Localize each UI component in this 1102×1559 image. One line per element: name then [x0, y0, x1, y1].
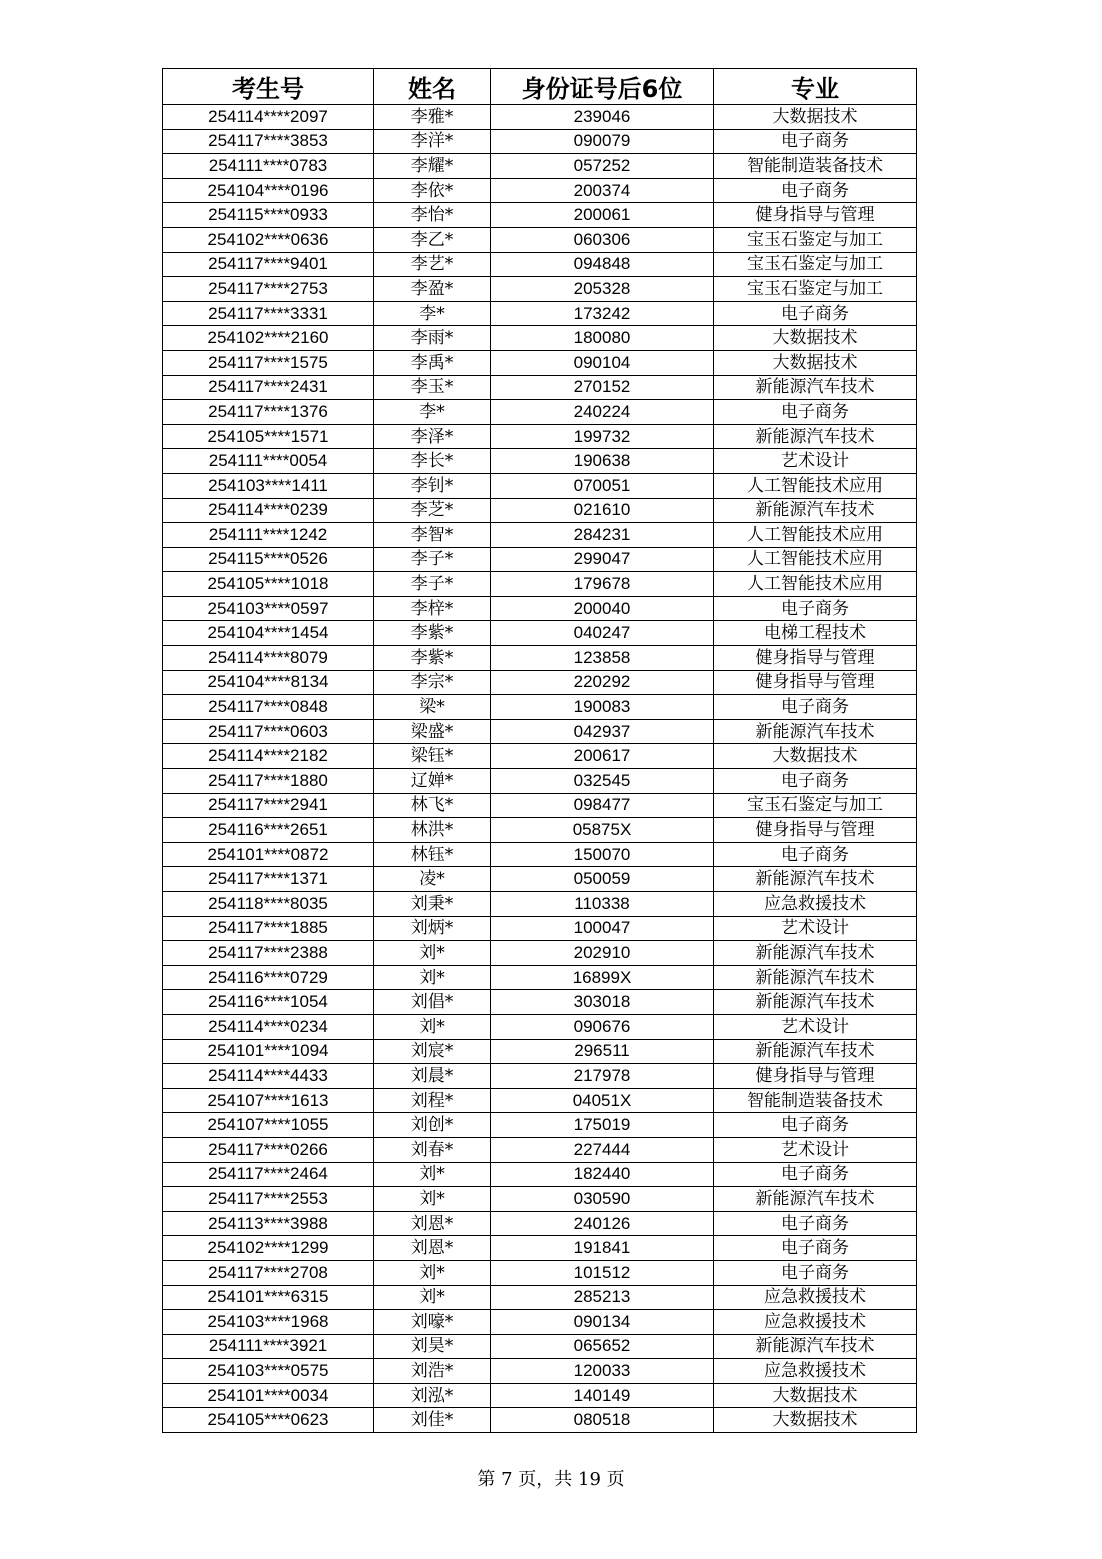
table-row [163, 424, 917, 449]
table-row [163, 916, 917, 941]
id-last6-cell: 202910 [491, 941, 714, 966]
id-last6-cell: 080518 [491, 1408, 714, 1433]
candidate-number-cell: 254103****0597 [163, 596, 374, 621]
major-cell: 宝玉石鉴定与加工 [714, 252, 917, 277]
name-cell: 刘* [374, 1014, 491, 1039]
table-row [163, 105, 917, 130]
candidate-number-cell: 254117****1885 [163, 916, 374, 941]
name-cell: 刘炳* [374, 916, 491, 941]
candidate-number-cell: 254117****2431 [163, 375, 374, 400]
major-cell: 宝玉石鉴定与加工 [714, 277, 917, 302]
major-cell: 电子商务 [714, 1236, 917, 1261]
id-last6-cell: 227444 [491, 1137, 714, 1162]
major-cell: 电子商务 [714, 842, 917, 867]
id-last6-cell: 05875X [491, 818, 714, 843]
candidate-number-cell: 254105****1018 [163, 572, 374, 597]
id-last6-cell: 296511 [491, 1039, 714, 1064]
id-last6-cell: 199732 [491, 424, 714, 449]
major-cell: 电梯工程技术 [714, 621, 917, 646]
name-cell: 刘* [374, 1260, 491, 1285]
table-row [163, 892, 917, 917]
candidate-number-cell: 254105****1571 [163, 424, 374, 449]
candidate-number-cell: 254117****0848 [163, 695, 374, 720]
id-last6-cell: 240224 [491, 400, 714, 425]
id-last6-cell: 032545 [491, 769, 714, 794]
id-last6-cell: 100047 [491, 916, 714, 941]
name-cell: 林洪* [374, 818, 491, 843]
table-row [163, 203, 917, 228]
name-cell: 李艺* [374, 252, 491, 277]
name-cell: 梁钰* [374, 744, 491, 769]
name-cell: 李子* [374, 547, 491, 572]
major-cell: 新能源汽车技术 [714, 498, 917, 523]
name-cell: 刘* [374, 1162, 491, 1187]
name-cell: 凌* [374, 867, 491, 892]
name-cell: 李洋* [374, 129, 491, 154]
name-cell: 李* [374, 301, 491, 326]
major-cell: 电子商务 [714, 1260, 917, 1285]
candidate-number-cell: 254117****2553 [163, 1187, 374, 1212]
table-row [163, 154, 917, 179]
candidate-number-cell: 254101****6315 [163, 1285, 374, 1310]
candidate-number-cell: 254117****3853 [163, 129, 374, 154]
name-cell: 辽婵* [374, 769, 491, 794]
table-row [163, 670, 917, 695]
id-last6-cell: 180080 [491, 326, 714, 351]
name-cell: 刘恩* [374, 1236, 491, 1261]
table-row [163, 1236, 917, 1261]
candidate-number-cell: 254102****0636 [163, 227, 374, 252]
candidate-number-cell: 254117****2464 [163, 1162, 374, 1187]
admission-list-table [162, 68, 917, 1433]
candidate-number-cell: 254114****4433 [163, 1064, 374, 1089]
name-cell: 梁盛* [374, 719, 491, 744]
candidate-number-cell: 254104****0196 [163, 178, 374, 203]
table-row [163, 867, 917, 892]
table-row [163, 646, 917, 671]
name-cell: 林钰* [374, 842, 491, 867]
table-row [163, 301, 917, 326]
major-cell: 电子商务 [714, 400, 917, 425]
name-cell: 李钊* [374, 473, 491, 498]
major-cell: 健身指导与管理 [714, 646, 917, 671]
id-last6-cell: 190638 [491, 449, 714, 474]
candidate-number-cell: 254117****0603 [163, 719, 374, 744]
major-cell: 大数据技术 [714, 1383, 917, 1408]
major-cell: 宝玉石鉴定与加工 [714, 793, 917, 818]
table-row [163, 842, 917, 867]
header-candidate-number: 考生号 [163, 69, 374, 105]
candidate-number-cell: 254117****3331 [163, 301, 374, 326]
id-last6-cell: 098477 [491, 793, 714, 818]
major-cell: 电子商务 [714, 129, 917, 154]
candidate-number-cell: 254102****2160 [163, 326, 374, 351]
major-cell: 大数据技术 [714, 1408, 917, 1433]
name-cell: 刘晨* [374, 1064, 491, 1089]
candidate-number-cell: 254117****0266 [163, 1137, 374, 1162]
table-row [163, 621, 917, 646]
id-last6-cell: 173242 [491, 301, 714, 326]
candidate-number-cell: 254114****0239 [163, 498, 374, 523]
table-row [163, 572, 917, 597]
table-row [163, 1260, 917, 1285]
major-cell: 新能源汽车技术 [714, 1334, 917, 1359]
candidate-number-cell: 254118****8035 [163, 892, 374, 917]
candidate-number-cell: 254115****0526 [163, 547, 374, 572]
header-row [163, 69, 917, 105]
candidate-number-cell: 254117****2708 [163, 1260, 374, 1285]
major-cell: 健身指导与管理 [714, 203, 917, 228]
id-last6-cell: 094848 [491, 252, 714, 277]
id-last6-cell: 120033 [491, 1359, 714, 1384]
table-row [163, 227, 917, 252]
name-cell: 李禹* [374, 350, 491, 375]
name-cell: 刘* [374, 1187, 491, 1212]
id-last6-cell: 303018 [491, 990, 714, 1015]
candidate-number-cell: 254111****0054 [163, 449, 374, 474]
table-row [163, 965, 917, 990]
table-row [163, 1359, 917, 1384]
id-last6-cell: 050059 [491, 867, 714, 892]
major-cell: 电子商务 [714, 1113, 917, 1138]
id-last6-cell: 090134 [491, 1310, 714, 1335]
major-cell: 健身指导与管理 [714, 670, 917, 695]
table-row [163, 1211, 917, 1236]
table-row [163, 1014, 917, 1039]
name-cell: 刘嚎* [374, 1310, 491, 1335]
id-last6-cell: 16899X [491, 965, 714, 990]
candidate-number-cell: 254103****1968 [163, 1310, 374, 1335]
candidate-number-cell: 254114****0234 [163, 1014, 374, 1039]
name-cell: 李芝* [374, 498, 491, 523]
major-cell: 艺术设计 [714, 1014, 917, 1039]
name-cell: 刘春* [374, 1137, 491, 1162]
id-last6-cell: 240126 [491, 1211, 714, 1236]
candidate-number-cell: 254117****2941 [163, 793, 374, 818]
table-row [163, 990, 917, 1015]
candidate-number-cell: 254101****1094 [163, 1039, 374, 1064]
candidate-number-cell: 254114****8079 [163, 646, 374, 671]
id-last6-cell: 123858 [491, 646, 714, 671]
candidate-number-cell: 254117****1371 [163, 867, 374, 892]
id-last6-cell: 200617 [491, 744, 714, 769]
major-cell: 电子商务 [714, 1162, 917, 1187]
table-row [163, 1088, 917, 1113]
header-major: 专业 [714, 69, 917, 105]
name-cell: 刘恩* [374, 1211, 491, 1236]
header-id-last6: 身份证号后6位 [491, 69, 714, 105]
candidate-number-cell: 254117****2753 [163, 277, 374, 302]
table-row [163, 449, 917, 474]
major-cell: 大数据技术 [714, 744, 917, 769]
major-cell: 电子商务 [714, 769, 917, 794]
major-cell: 人工智能技术应用 [714, 572, 917, 597]
id-last6-cell: 175019 [491, 1113, 714, 1138]
table-row [163, 1113, 917, 1138]
table-row [163, 744, 917, 769]
candidate-number-cell: 254101****0034 [163, 1383, 374, 1408]
id-last6-cell: 090104 [491, 350, 714, 375]
name-cell: 刘浩* [374, 1359, 491, 1384]
table-row [163, 277, 917, 302]
id-last6-cell: 200061 [491, 203, 714, 228]
major-cell: 大数据技术 [714, 326, 917, 351]
name-cell: 林飞* [374, 793, 491, 818]
candidate-number-cell: 254114****2097 [163, 105, 374, 130]
table-row [163, 1334, 917, 1359]
name-cell: 刘秉* [374, 892, 491, 917]
id-last6-cell: 021610 [491, 498, 714, 523]
id-last6-cell: 217978 [491, 1064, 714, 1089]
id-last6-cell: 179678 [491, 572, 714, 597]
major-cell: 电子商务 [714, 695, 917, 720]
table-row [163, 719, 917, 744]
candidate-number-cell: 254104****1454 [163, 621, 374, 646]
candidate-number-cell: 254117****1575 [163, 350, 374, 375]
id-last6-cell: 182440 [491, 1162, 714, 1187]
table-row [163, 695, 917, 720]
name-cell: 李长* [374, 449, 491, 474]
major-cell: 宝玉石鉴定与加工 [714, 227, 917, 252]
id-last6-cell: 220292 [491, 670, 714, 695]
id-last6-cell: 090676 [491, 1014, 714, 1039]
table-row [163, 818, 917, 843]
major-cell: 新能源汽车技术 [714, 990, 917, 1015]
table-row [163, 769, 917, 794]
id-last6-cell: 060306 [491, 227, 714, 252]
major-cell: 新能源汽车技术 [714, 867, 917, 892]
header-name: 姓名 [374, 69, 491, 105]
id-last6-cell: 205328 [491, 277, 714, 302]
name-cell: 李紫* [374, 621, 491, 646]
name-cell: 刘* [374, 965, 491, 990]
major-cell: 智能制造装备技术 [714, 154, 917, 179]
name-cell: 李雨* [374, 326, 491, 351]
id-last6-cell: 057252 [491, 154, 714, 179]
table-row [163, 1162, 917, 1187]
candidate-number-cell: 254116****0729 [163, 965, 374, 990]
major-cell: 电子商务 [714, 1211, 917, 1236]
name-cell: 李依* [374, 178, 491, 203]
name-cell: 刘创* [374, 1113, 491, 1138]
id-last6-cell: 299047 [491, 547, 714, 572]
table-row [163, 178, 917, 203]
major-cell: 新能源汽车技术 [714, 424, 917, 449]
major-cell: 应急救援技术 [714, 1310, 917, 1335]
id-last6-cell: 270152 [491, 375, 714, 400]
major-cell: 新能源汽车技术 [714, 1039, 917, 1064]
page-footer: 第 7 页，共 19 页 [477, 1469, 625, 1490]
id-last6-cell: 042937 [491, 719, 714, 744]
major-cell: 应急救援技术 [714, 892, 917, 917]
major-cell: 新能源汽车技术 [714, 965, 917, 990]
candidate-number-cell: 254116****2651 [163, 818, 374, 843]
name-cell: 李子* [374, 572, 491, 597]
id-last6-cell: 110338 [491, 892, 714, 917]
candidate-number-cell: 254111****0783 [163, 154, 374, 179]
major-cell: 人工智能技术应用 [714, 473, 917, 498]
name-cell: 刘倡* [374, 990, 491, 1015]
major-cell: 新能源汽车技术 [714, 1187, 917, 1212]
table-row [163, 547, 917, 572]
candidate-number-cell: 254113****3988 [163, 1211, 374, 1236]
major-cell: 电子商务 [714, 301, 917, 326]
id-last6-cell: 190083 [491, 695, 714, 720]
name-cell: 刘昊* [374, 1334, 491, 1359]
name-cell: 李紫* [374, 646, 491, 671]
table-row [163, 1383, 917, 1408]
name-cell: 李* [374, 400, 491, 425]
major-cell: 健身指导与管理 [714, 1064, 917, 1089]
candidate-number-cell: 254101****0872 [163, 842, 374, 867]
major-cell: 新能源汽车技术 [714, 719, 917, 744]
candidate-number-cell: 254117****1880 [163, 769, 374, 794]
name-cell: 刘泓* [374, 1383, 491, 1408]
candidate-number-cell: 254103****1411 [163, 473, 374, 498]
id-last6-cell: 200040 [491, 596, 714, 621]
table-row [163, 375, 917, 400]
table-row [163, 523, 917, 548]
candidate-number-cell: 254102****1299 [163, 1236, 374, 1261]
candidate-number-cell: 254111****3921 [163, 1334, 374, 1359]
id-last6-cell: 285213 [491, 1285, 714, 1310]
id-last6-cell: 101512 [491, 1260, 714, 1285]
id-last6-cell: 070051 [491, 473, 714, 498]
id-last6-cell: 239046 [491, 105, 714, 130]
table-row [163, 400, 917, 425]
major-cell: 大数据技术 [714, 350, 917, 375]
name-cell: 李玉* [374, 375, 491, 400]
major-cell: 新能源汽车技术 [714, 941, 917, 966]
major-cell: 艺术设计 [714, 449, 917, 474]
name-cell: 李宗* [374, 670, 491, 695]
table-row [163, 252, 917, 277]
candidate-number-cell: 254111****1242 [163, 523, 374, 548]
major-cell: 艺术设计 [714, 1137, 917, 1162]
table-row [163, 1285, 917, 1310]
candidate-number-cell: 254117****9401 [163, 252, 374, 277]
id-last6-cell: 040247 [491, 621, 714, 646]
table-row [163, 1187, 917, 1212]
major-cell: 艺术设计 [714, 916, 917, 941]
candidate-number-cell: 254116****1054 [163, 990, 374, 1015]
name-cell: 李梓* [374, 596, 491, 621]
table-row [163, 596, 917, 621]
candidate-number-cell: 254107****1055 [163, 1113, 374, 1138]
candidate-number-cell: 254114****2182 [163, 744, 374, 769]
name-cell: 刘* [374, 941, 491, 966]
id-last6-cell: 030590 [491, 1187, 714, 1212]
candidate-number-cell: 254107****1613 [163, 1088, 374, 1113]
name-cell: 刘宸* [374, 1039, 491, 1064]
table-row [163, 941, 917, 966]
major-cell: 电子商务 [714, 596, 917, 621]
table-row [163, 498, 917, 523]
table-row [163, 1137, 917, 1162]
name-cell: 李耀* [374, 154, 491, 179]
id-last6-cell: 140149 [491, 1383, 714, 1408]
name-cell: 李怡* [374, 203, 491, 228]
table-row [163, 350, 917, 375]
id-last6-cell: 284231 [491, 523, 714, 548]
major-cell: 应急救援技术 [714, 1359, 917, 1384]
name-cell: 李乙* [374, 227, 491, 252]
id-last6-cell: 150070 [491, 842, 714, 867]
major-cell: 新能源汽车技术 [714, 375, 917, 400]
candidate-number-cell: 254104****8134 [163, 670, 374, 695]
name-cell: 李盈* [374, 277, 491, 302]
table-row [163, 1408, 917, 1433]
table-row [163, 326, 917, 351]
table-row [163, 129, 917, 154]
candidate-number-cell: 254117****2388 [163, 941, 374, 966]
table-row [163, 793, 917, 818]
name-cell: 李泽* [374, 424, 491, 449]
name-cell: 刘* [374, 1285, 491, 1310]
table-row [163, 1310, 917, 1335]
table-row [163, 473, 917, 498]
name-cell: 李雅* [374, 105, 491, 130]
major-cell: 大数据技术 [714, 105, 917, 130]
candidate-number-cell: 254115****0933 [163, 203, 374, 228]
major-cell: 智能制造装备技术 [714, 1088, 917, 1113]
name-cell: 梁* [374, 695, 491, 720]
table-body [163, 105, 917, 1433]
candidate-number-cell: 254117****1376 [163, 400, 374, 425]
candidate-number-cell: 254105****0623 [163, 1408, 374, 1433]
id-last6-cell: 191841 [491, 1236, 714, 1261]
name-cell: 刘程* [374, 1088, 491, 1113]
major-cell: 健身指导与管理 [714, 818, 917, 843]
name-cell: 刘佳* [374, 1408, 491, 1433]
id-last6-cell: 065652 [491, 1334, 714, 1359]
id-last6-cell: 200374 [491, 178, 714, 203]
major-cell: 电子商务 [714, 178, 917, 203]
table-header [163, 69, 917, 105]
major-cell: 人工智能技术应用 [714, 523, 917, 548]
id-last6-cell: 090079 [491, 129, 714, 154]
major-cell: 人工智能技术应用 [714, 547, 917, 572]
table-row [163, 1064, 917, 1089]
candidate-number-cell: 254103****0575 [163, 1359, 374, 1384]
major-cell: 应急救援技术 [714, 1285, 917, 1310]
name-cell: 李智* [374, 523, 491, 548]
table-row [163, 1039, 917, 1064]
id-last6-cell: 04051X [491, 1088, 714, 1113]
